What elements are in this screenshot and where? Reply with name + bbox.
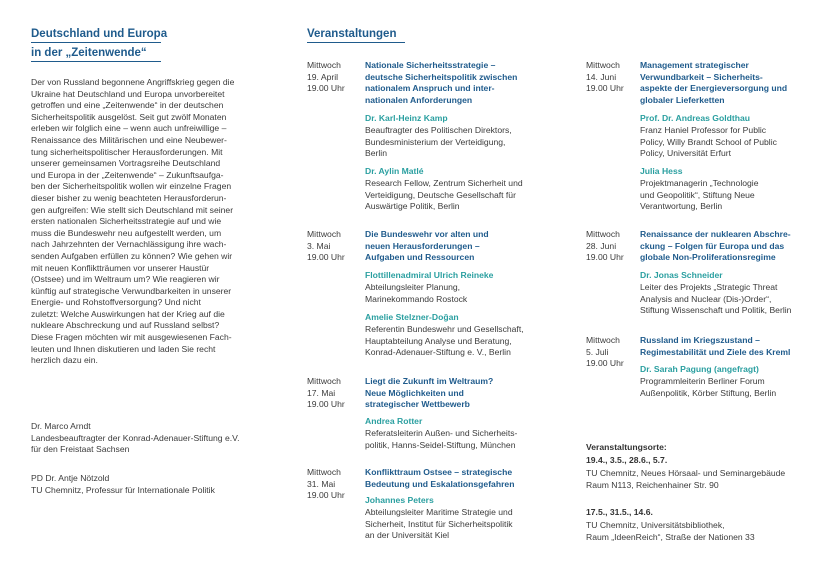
speaker-name: Andrea Rotter [365,416,423,426]
venues-heading: Veranstaltungsorte: [586,442,667,452]
intro-text: Der von Russland begonnene Angriffskrieg gegen die Ukraine hat Deutschland und Europa unvorbereitet getroffen und eine „Zeitenwende“ in der deutschen Sicherheitspolitik ausgelöst. Seit gut zwölf Monaten erleben wir folglich eine – wenn auch unfreiwillige – Renaissance des Militärischen und eine Neubewer- tung sicherheitspolitischer Herausforderungen. Mit unserer gemeinsamen Vortragsreihe Deutschland und Europa in der „Zeitenwende“ – Zukunftsaufga- ben der Sicherheitspolitik wollen wir einzelne Fragen dieser bisher zu wenig beachteten Herausforderun- gen aufgreifen: Wie stellt sich Deutschland mit seiner ersten nationalen Sicherheitsstrategie auf und wie muss die Bundeswehr neu aufgestellt werden, um nach Jahrzehnten der Vernachlässigung ihre wach- senden Aufgaben erfüllen zu können? Wie gehen wir mit neuen Konfliktträumen vor unserer Haustür (Ostsee) und im Weltraum um? Wie reagieren wir künftig auf strategische Verwundbarkeiten in unserer Energie- und Rohstoffversorgung? Und nicht zuletzt: Welche Auswirkungen hat der Krieg auf die nukleare Abschreckung und auf Russland selbst? Diese Fragen möchten wir mit ausgewiesenen Fach- leuten und Ihnen diskutieren und laden Sie recht herzlich dazu ein. [31,77,235,366]
speaker-info: Franz Haniel Professor for Public Policy, Willy Brandt School of Public Policy, Universität Erfurt [640,125,777,159]
event-date: Mittwoch 17. Mai 19.00 Uhr [307,376,345,410]
speaker-name: Amelie Stelzner-Doğan [365,312,459,322]
signature-arndt: Dr. Marco Arndt Landesbeauftragter der Konrad-Adenauer-Stiftung e.V. für den Freistaat Sachsen [31,421,240,455]
event-date: Mittwoch 5. Juli 19.00 Uhr [586,335,624,369]
signature-noetzold: PD Dr. Antje Nötzold TU Chemnitz, Professur für Internationale Politik [31,473,215,495]
event-title: Die Bundeswehr vor alten und neuen Herausforderungen – Aufgaben und Ressourcen [365,229,489,263]
speaker-info: Referentin Bundeswehr und Gesellschaft, Hauptabteilung Analyse und Beratung, Konrad-Adenauer-Stiftung e. V., Berlin [365,324,524,358]
speaker-name: Flottillenadmiral Ulrich Reineke [365,270,494,280]
event-title: Konflikttraum Ostsee – strategische Bedeutung und Eskalationsgefahren [365,467,515,489]
event-title: Liegt die Zukunft im Weltraum? Neue Möglichkeiten und strategischer Wettbewerb [365,376,494,410]
heading-underline [31,42,161,43]
speaker-name: Julia Hess [640,166,683,176]
event-date: Mittwoch 3. Mai 19.00 Uhr [307,229,345,263]
speaker-info: Referatsleiterin Außen- und Sicherheits- politik, Hanns-Seidel-Stiftung, München [365,428,518,450]
speaker-name: Dr. Jonas Schneider [640,270,723,280]
venue-dates: 19.4., 3.5., 28.6., 5.7. [586,455,668,465]
speaker-name: Prof. Dr. Andreas Goldthau [640,113,750,123]
left-heading-line1: Deutschland und Europa [31,28,168,40]
event-title: Nationale Sicherheitsstrategie – deutsche Sicherheitspolitik zwischen nationalem Anspruch und inter- nationalen Anforderungen [365,60,518,105]
event-date: Mittwoch 28. Juni 19.00 Uhr [586,229,624,263]
speaker-info: Leiter des Projekts „Strategic Threat Analysis and Nuclear (Dis-)Order“, Stiftung Wissenschaft und Politik, Berlin [640,282,792,316]
speaker-name: Dr. Aylin Matlé [365,166,424,176]
speaker-info: Research Fellow, Zentrum Sicherheit und Verteidigung, Deutsche Gesellschaft für Auswärtige Politik, Berlin [365,178,523,212]
speaker-info: Beauftragter des Politischen Direktors, Bundesministerium der Verteidigung, Berlin [365,125,512,159]
speaker-info: Projektmanagerin „Technologie und Geopolitik“, Stiftung Neue Verantwortung, Berlin [640,178,759,212]
event-date: Mittwoch 31. Mai 19.00 Uhr [307,467,345,501]
event-date: Mittwoch 14. Juni 19.00 Uhr [586,60,624,94]
heading-underline [307,42,405,43]
event-title: Management strategischer Verwundbarkeit – Sicherheits- aspekte der Energieversorgung und globaler Lieferketten [640,60,788,105]
speaker-name: Dr. Sarah Pagung (angefragt) [640,364,759,374]
venue-dates: 17.5., 31.5., 14.6. [586,507,653,517]
speaker-name: Dr. Karl-Heinz Kamp [365,113,448,123]
heading-underline [31,61,161,62]
venue-address: TU Chemnitz, Universitätsbibliothek, Raum „IdeenReich“, Straße der Nationen 33 [586,520,755,542]
event-title: Russland im Kriegszustand – Regimestabilität und Ziele des Kreml [640,335,791,357]
left-heading-line2: in der „Zeitenwende“ [31,47,147,59]
speaker-info: Abteilungsleiter Planung, Marinekommando Rostock [365,282,468,304]
event-title: Renaissance der nuklearen Abschre- ckung – Folgen für Europa und das globale Non-Proliferationsregime [640,229,791,263]
speaker-name: Johannes Peters [365,495,434,505]
speaker-info: Abteilungsleiter Maritime Strategie und Sicherheit, Institut für Sicherheitspolitik an der Universität Kiel [365,507,513,541]
event-date: Mittwoch 19. April 19.00 Uhr [307,60,345,94]
events-heading: Veranstaltungen [307,28,397,40]
venue-address: TU Chemnitz, Neues Hörsaal- und Seminargebäude Raum N113, Reichenhainer Str. 90 [586,468,786,490]
speaker-info: Programmleiterin Berliner Forum Außenpolitik, Körber Stiftung, Berlin [640,376,777,398]
